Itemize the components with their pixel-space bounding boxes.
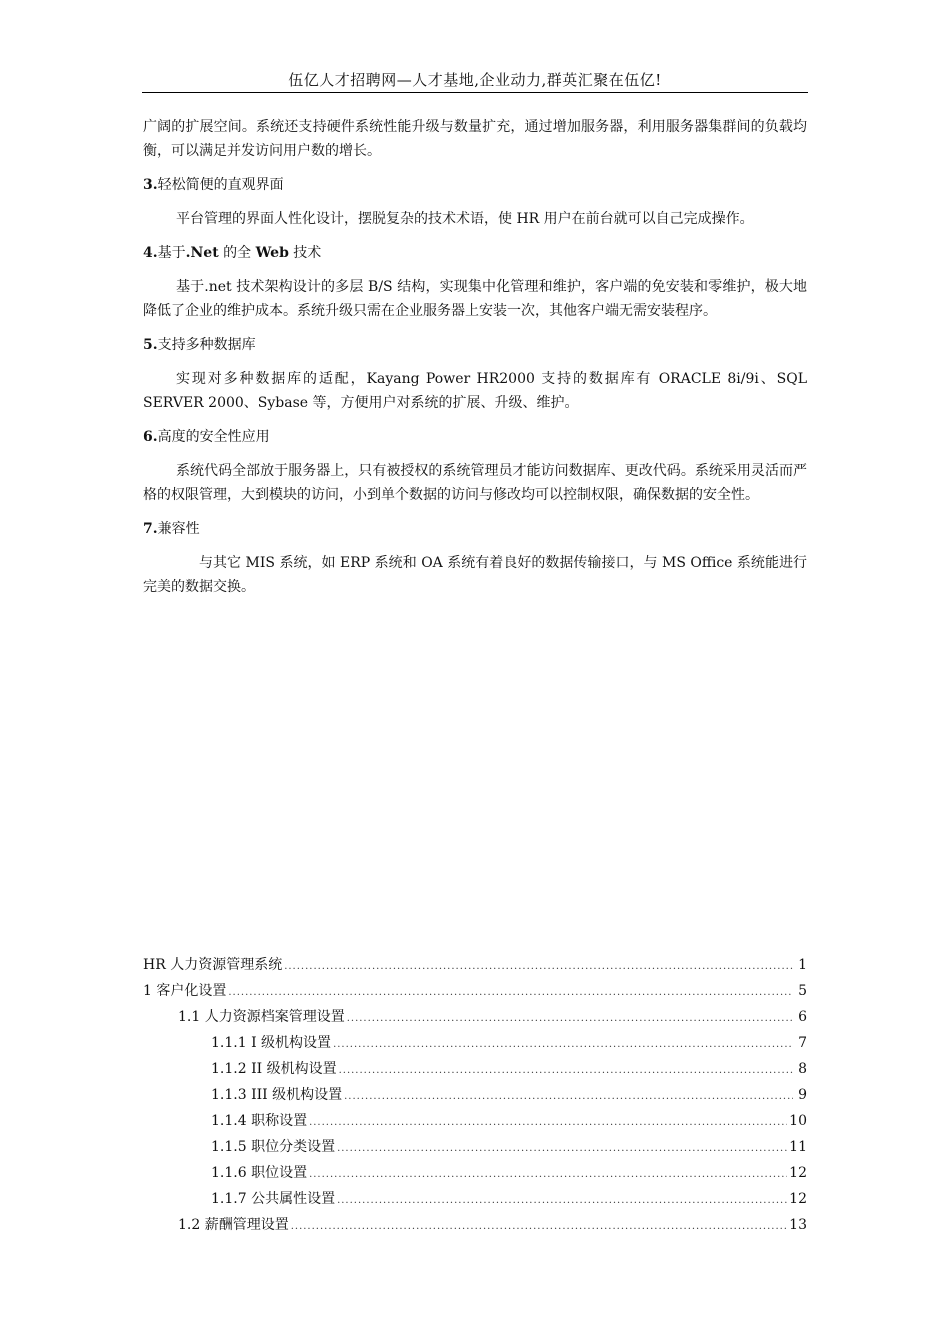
section-title: 轻松简便的直观界面 [157, 177, 284, 193]
paragraph-6: 系统代码全部放于服务器上，只有被授权的系统管理员才能访问数据库、更改代码。系统采用灵活而严格的权限管理，大到模块的访问，小到单个数据的访问与修改均可以控制权限，确保数据的安全性。 [143, 463, 807, 503]
toc-leader-dots [228, 979, 793, 1005]
toc-entry[interactable] [143, 1083, 807, 1109]
section-title: 高度的安全性应用 [157, 429, 270, 445]
toc-entry-page: 10 [789, 1113, 807, 1129]
toc-entry[interactable] [143, 953, 807, 979]
toc-entry-page: 9 [798, 1087, 807, 1103]
toc-entry-label: 1.1.3 III 级机构设置 [211, 1087, 343, 1103]
section-number: 6. [143, 429, 158, 445]
toc-leader-dots [291, 1213, 787, 1239]
page-header-title: 伍亿人才招聘网—人才基地,企业动力,群英汇聚在伍亿! [288, 71, 662, 89]
toc-leader-dots [347, 1005, 793, 1031]
paragraph-4: 基于.net 技术架构设计的多层 B/S 结构，实现集中化管理和维护，客户端的免安装和零维护，极大地降低了企业的维护成本。系统升级只需在企业服务器上安装一次，其他客户端无需安装程序。 [143, 279, 807, 319]
toc-entry[interactable] [143, 1187, 807, 1213]
toc-leader-dots [344, 1083, 793, 1109]
paragraph-intro: 广阔的扩展空间。系统还支持硬件系统性能升级与数量扩充，通过增加服务器，利用服务器集群间的负载均衡，可以满足并发访问用户数的增长。 [143, 119, 807, 159]
section-title-mid: 的全 [218, 245, 256, 261]
toc-entry[interactable] [143, 1057, 807, 1083]
toc-entry-label: 1.1.6 职位设置 [211, 1165, 308, 1181]
toc-entry[interactable] [143, 1161, 807, 1187]
section-title: 支持多种数据库 [157, 337, 256, 353]
section-number: 3. [143, 177, 158, 193]
toc-entry-label: HR 人力资源管理系统 [143, 957, 283, 973]
toc-entry-page: 5 [798, 983, 807, 999]
toc-entry[interactable] [143, 1135, 807, 1161]
toc-leader-dots [309, 1161, 787, 1187]
toc-entry-label: 1.1 人力资源档案管理设置 [178, 1009, 345, 1025]
section-title-bold-web: Web [255, 245, 289, 261]
section-title: 兼容性 [157, 521, 200, 537]
paragraph-7: 与其它 MIS 系统，如 ERP 系统和 OA 系统有着良好的数据传输接口，与 MS Office 系统能进行完美的数据交换。 [143, 555, 807, 595]
section-heading-3 [143, 173, 807, 197]
toc-entry-label: 1 客户化设置 [143, 983, 227, 999]
toc-leader-dots [339, 1057, 793, 1083]
paragraph-5: 实现对多种数据库的适配，Kayang Power HR2000 支持的数据库有 ORACLE 8i/9i、SQL SERVER 2000、Sybase 等，方便用户对系统的扩展、升级、维护。 [143, 371, 807, 411]
toc-entry-page: 12 [789, 1191, 807, 1207]
toc-entry[interactable] [143, 979, 807, 1005]
table-of-contents [143, 953, 807, 1239]
toc-leader-dots [337, 1135, 787, 1161]
section-title-bold-net: .Net [185, 245, 219, 261]
toc-entry-page: 8 [798, 1061, 807, 1077]
toc-entry[interactable] [143, 1109, 807, 1135]
toc-entry-page: 13 [789, 1217, 807, 1233]
section-title-pre: 基于 [157, 245, 186, 261]
section-heading-7 [143, 517, 807, 541]
toc-entry-label: 1.1.1 I 级机构设置 [211, 1035, 332, 1051]
toc-entry-label: 1.1.2 II 级机构设置 [211, 1061, 337, 1077]
section-number: 7. [143, 521, 158, 537]
toc-leader-dots [337, 1187, 787, 1213]
toc-entry-page: 1 [798, 957, 807, 973]
toc-entry[interactable] [143, 1031, 807, 1057]
toc-entry[interactable] [143, 1005, 807, 1031]
toc-entry-label: 1.1.4 职称设置 [211, 1113, 308, 1129]
section-heading-4 [143, 241, 807, 265]
document-body [143, 115, 807, 609]
section-heading-5 [143, 333, 807, 357]
toc-entry-label: 1.1.7 公共属性设置 [211, 1191, 336, 1207]
toc-leader-dots [284, 953, 793, 979]
toc-entry-page: 11 [789, 1139, 807, 1155]
paragraph-3: 平台管理的界面人性化设计，摆脱复杂的技术术语，使 HR 用户在前台就可以自己完成操作。 [176, 211, 754, 227]
section-heading-6 [143, 425, 807, 449]
section-title-post: 技术 [288, 245, 322, 261]
toc-entry-label: 1.1.5 职位分类设置 [211, 1139, 336, 1155]
header-rule [142, 92, 808, 93]
toc-entry-page: 12 [789, 1165, 807, 1181]
toc-entry[interactable] [143, 1213, 807, 1239]
toc-leader-dots [309, 1109, 787, 1135]
toc-leader-dots [333, 1031, 793, 1057]
toc-entry-page: 7 [798, 1035, 807, 1051]
toc-entry-page: 6 [798, 1009, 807, 1025]
section-number: 4. [143, 245, 158, 261]
toc-entry-label: 1.2 薪酬管理设置 [178, 1217, 289, 1233]
section-number: 5. [143, 337, 158, 353]
